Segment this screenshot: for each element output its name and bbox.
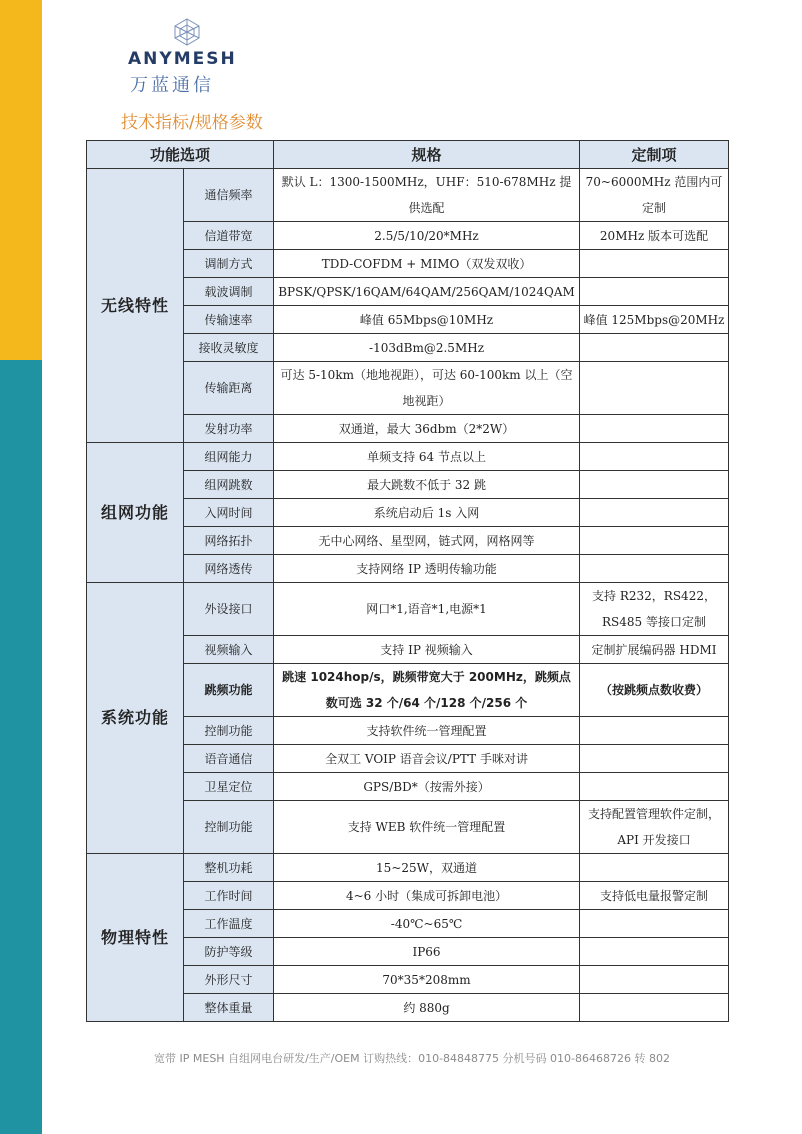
item-cell: 传输速率: [184, 306, 274, 334]
custom-cell: [580, 471, 729, 499]
spec-cell: 峰值 65Mbps@10MHz: [274, 306, 580, 334]
item-cell: 语音通信: [184, 745, 274, 773]
item-cell: 组网能力: [184, 443, 274, 471]
item-cell: 整体重量: [184, 994, 274, 1022]
table-row: [87, 966, 729, 994]
item-cell: 跳频功能: [184, 664, 274, 717]
table-row: [87, 278, 729, 306]
table-row: [87, 222, 729, 250]
group-label: 组网功能: [87, 443, 184, 583]
sidebar-accent-yellow: [0, 0, 42, 360]
item-cell: 通信频率: [184, 169, 274, 222]
spec-cell: 支持网络 IP 透明传输功能: [274, 555, 580, 583]
header-custom: 定制项: [580, 141, 729, 169]
custom-cell: [580, 938, 729, 966]
item-cell: 防护等级: [184, 938, 274, 966]
table-row: [87, 910, 729, 938]
spec-cell: 双通道，最大 36dbm（2*2W）: [274, 415, 580, 443]
custom-cell: [580, 362, 729, 415]
table-row: [87, 306, 729, 334]
table-row: [87, 664, 729, 717]
spec-table: [86, 140, 729, 1022]
table-row: [87, 882, 729, 910]
table-header-row: [87, 141, 729, 169]
item-cell: 网络拓扑: [184, 527, 274, 555]
table-row: [87, 854, 729, 882]
spec-cell: 最大跳数不低于 32 跳: [274, 471, 580, 499]
spec-table-body: [87, 169, 729, 1022]
mesh-logo-icon: [172, 18, 202, 46]
spec-cell: 可达 5-10km（地地视距），可达 60-100km 以上（空地视距）: [274, 362, 580, 415]
table-row: [87, 250, 729, 278]
spec-cell: 70*35*208mm: [274, 966, 580, 994]
item-cell: 传输距离: [184, 362, 274, 415]
item-cell: 视频输入: [184, 636, 274, 664]
table-row: [87, 169, 729, 222]
table-row: [87, 801, 729, 854]
spec-cell: GPS/BD*（按需外接）: [274, 773, 580, 801]
table-row: [87, 938, 729, 966]
custom-cell: 支持配置管理软件定制，API 开发接口: [580, 801, 729, 854]
custom-cell: [580, 773, 729, 801]
section-title: 技术指标/规格参数: [121, 113, 263, 133]
custom-cell: [580, 334, 729, 362]
custom-cell: [580, 717, 729, 745]
custom-cell: 70~6000MHz 范围内可定制: [580, 169, 729, 222]
custom-cell: [580, 415, 729, 443]
item-cell: 控制功能: [184, 801, 274, 854]
group-label: 系统功能: [87, 583, 184, 854]
table-row: [87, 555, 729, 583]
brand-name-cn: 万蓝通信: [130, 75, 214, 96]
custom-cell: [580, 527, 729, 555]
spec-cell: BPSK/QPSK/16QAM/64QAM/256QAM/1024QAM: [274, 278, 580, 306]
item-cell: 载波调制: [184, 278, 274, 306]
item-cell: 调制方式: [184, 250, 274, 278]
table-row: [87, 499, 729, 527]
spec-cell: 15~25W，双通道: [274, 854, 580, 882]
spec-cell: IP66: [274, 938, 580, 966]
spec-cell: 默认 L：1300-1500MHz，UHF：510-678MHz 提供选配: [274, 169, 580, 222]
spec-cell: TDD-COFDM + MIMO（双发双收）: [274, 250, 580, 278]
spec-cell: 系统启动后 1s 入网: [274, 499, 580, 527]
custom-cell: [580, 250, 729, 278]
table-row: [87, 773, 729, 801]
table-row: [87, 443, 729, 471]
header-spec: 规格: [274, 141, 580, 169]
custom-cell: 支持 R232，RS422，RS485 等接口定制: [580, 583, 729, 636]
custom-cell: 峰值 125Mbps@20MHz: [580, 306, 729, 334]
custom-cell: [580, 555, 729, 583]
spec-cell: 支持软件统一管理配置: [274, 717, 580, 745]
table-row: [87, 583, 729, 636]
spec-cell: -40℃~65℃: [274, 910, 580, 938]
custom-cell: [580, 854, 729, 882]
custom-cell: [580, 910, 729, 938]
spec-cell: -103dBm@2.5MHz: [274, 334, 580, 362]
custom-cell: 20MHz 版本可选配: [580, 222, 729, 250]
item-cell: 外形尺寸: [184, 966, 274, 994]
spec-cell: 无中心网络、星型网，链式网，网格网等: [274, 527, 580, 555]
table-row: [87, 415, 729, 443]
header-feature: 功能选项: [87, 141, 274, 169]
item-cell: 工作时间: [184, 882, 274, 910]
custom-cell: 支持低电量报警定制: [580, 882, 729, 910]
table-row: [87, 717, 729, 745]
custom-cell: 定制扩展编码器 HDMI: [580, 636, 729, 664]
table-row: [87, 362, 729, 415]
custom-cell: [580, 499, 729, 527]
custom-cell: [580, 994, 729, 1022]
item-cell: 接收灵敏度: [184, 334, 274, 362]
spec-cell: 单频支持 64 节点以上: [274, 443, 580, 471]
spec-cell: 2.5/5/10/20*MHz: [274, 222, 580, 250]
group-label: 物理特性: [87, 854, 184, 1022]
spec-cell: 约 880g: [274, 994, 580, 1022]
custom-cell: （按跳频点数收费）: [580, 664, 729, 717]
custom-cell: [580, 745, 729, 773]
custom-cell: [580, 443, 729, 471]
table-row: [87, 527, 729, 555]
item-cell: 整机功耗: [184, 854, 274, 882]
spec-cell: 4~6 小时（集成可拆卸电池）: [274, 882, 580, 910]
item-cell: 入网时间: [184, 499, 274, 527]
group-label: 无线特性: [87, 169, 184, 443]
item-cell: 工作温度: [184, 910, 274, 938]
sidebar-accent-teal: [0, 360, 42, 1134]
item-cell: 外设接口: [184, 583, 274, 636]
table-row: [87, 636, 729, 664]
brand-logo: [128, 18, 248, 94]
item-cell: 发射功率: [184, 415, 274, 443]
table-row: [87, 994, 729, 1022]
spec-cell: 支持 WEB 软件统一管理配置: [274, 801, 580, 854]
footer-contact: 宽带 IP MESH 自组网电台研发/生产/OEM 订购热线：010-84848775 分机号码 010-86468726 转 802: [154, 1052, 670, 1065]
custom-cell: [580, 966, 729, 994]
table-row: [87, 471, 729, 499]
brand-name-en: ANYMESH: [128, 49, 237, 69]
item-cell: 网络透传: [184, 555, 274, 583]
spec-cell: 支持 IP 视频输入: [274, 636, 580, 664]
spec-cell: 跳速 1024hop/s，跳频带宽大于 200MHz，跳频点数可选 32 个/64 个/128 个/256 个: [274, 664, 580, 717]
table-row: [87, 334, 729, 362]
item-cell: 卫星定位: [184, 773, 274, 801]
item-cell: 组网跳数: [184, 471, 274, 499]
custom-cell: [580, 278, 729, 306]
item-cell: 信道带宽: [184, 222, 274, 250]
item-cell: 控制功能: [184, 717, 274, 745]
spec-cell: 全双工 VOIP 语音会议/PTT 手咪对讲: [274, 745, 580, 773]
spec-cell: 网口*1,语音*1,电源*1: [274, 583, 580, 636]
table-row: [87, 745, 729, 773]
